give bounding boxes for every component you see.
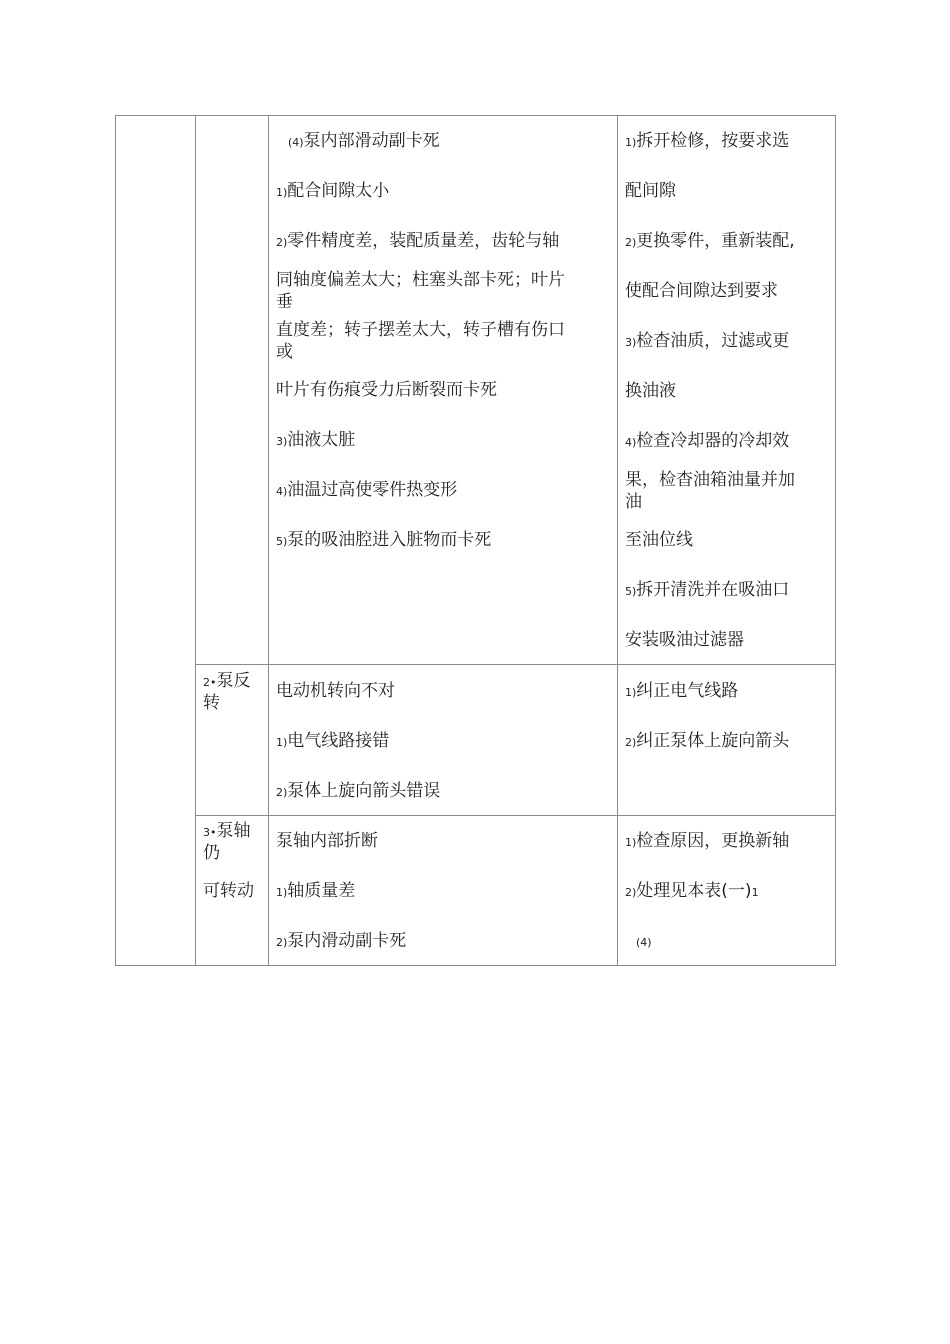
text-line: 3•泵轴 [203, 821, 251, 841]
text-line: 2)泵内滑动副卡死 [276, 931, 407, 951]
text-line: 1)拆开检修，按要求选 [625, 131, 790, 151]
text-line: 果，检杳油箱油量并加 [625, 470, 795, 490]
text-line: 可转动 [203, 881, 254, 901]
column-divider [268, 116, 269, 965]
text-line: 4)检查冷却器的冷却效 [625, 431, 790, 451]
row-divider [196, 815, 835, 816]
text-line: 或 [276, 342, 293, 362]
column-divider [195, 116, 196, 965]
text-line: 2)更换零件，重新装配, [625, 231, 795, 251]
text-line: 2)处理见本表(一)1 [625, 881, 759, 901]
text-line: 2)泵体上旋向箭头错误 [276, 781, 441, 801]
text-line: 3)油液太脏 [276, 430, 356, 450]
text-line: 5)拆开清洗并在吸油口 [625, 580, 790, 600]
text-line: 直度差；转子摆差太大，转子槽有伤口 [276, 320, 565, 340]
text-line: 泵轴内部折断 [276, 831, 378, 851]
text-line: 4)油温过高使零件热变形 [276, 480, 458, 500]
text-line: 2)纠正泵体上旋向箭头 [625, 731, 790, 751]
text-line: 5)泵的吸油腔进入脏物而卡死 [276, 530, 492, 550]
text-line: 2)零件精度差，装配质量差，齿轮与轴 [276, 231, 560, 251]
text-line: 配间隙 [625, 181, 676, 201]
text-line: 安装吸油过滤器 [625, 630, 744, 650]
text-line: 垂 [276, 292, 293, 312]
row-divider [196, 664, 835, 665]
text-line: 转 [203, 693, 220, 713]
text-line: 1)电气线路接错 [276, 731, 390, 751]
text-line: 2•泵反 [203, 671, 251, 691]
text-line: 3)检杳油质，过滤或更 [625, 331, 790, 351]
text-line: 1)轴质量差 [276, 881, 356, 901]
text-line: 电动机转向不对 [276, 681, 395, 701]
text-line: 同轴度偏差太大；柱塞头部卡死；叶片 [276, 270, 565, 290]
column-divider [617, 116, 618, 965]
text-line: 1)检查原因，更换新轴 [625, 831, 790, 851]
fault-table [115, 115, 836, 966]
text-line: (4)泵内部滑动副卡死 [288, 131, 440, 151]
text-line: 换油液 [625, 381, 676, 401]
text-line: 油 [625, 492, 642, 512]
text-line: 1)配合间隙太小 [276, 181, 390, 201]
text-line: 使配合间隙达到要求 [625, 281, 778, 301]
text-line: (4) [636, 936, 652, 949]
text-line: 至油位线 [625, 530, 693, 550]
text-line: 仍 [203, 843, 220, 863]
text-line: 叶片有伤痕受力后断裂而卡死 [276, 380, 497, 400]
text-line: 1)纠正电气线路 [625, 681, 739, 701]
